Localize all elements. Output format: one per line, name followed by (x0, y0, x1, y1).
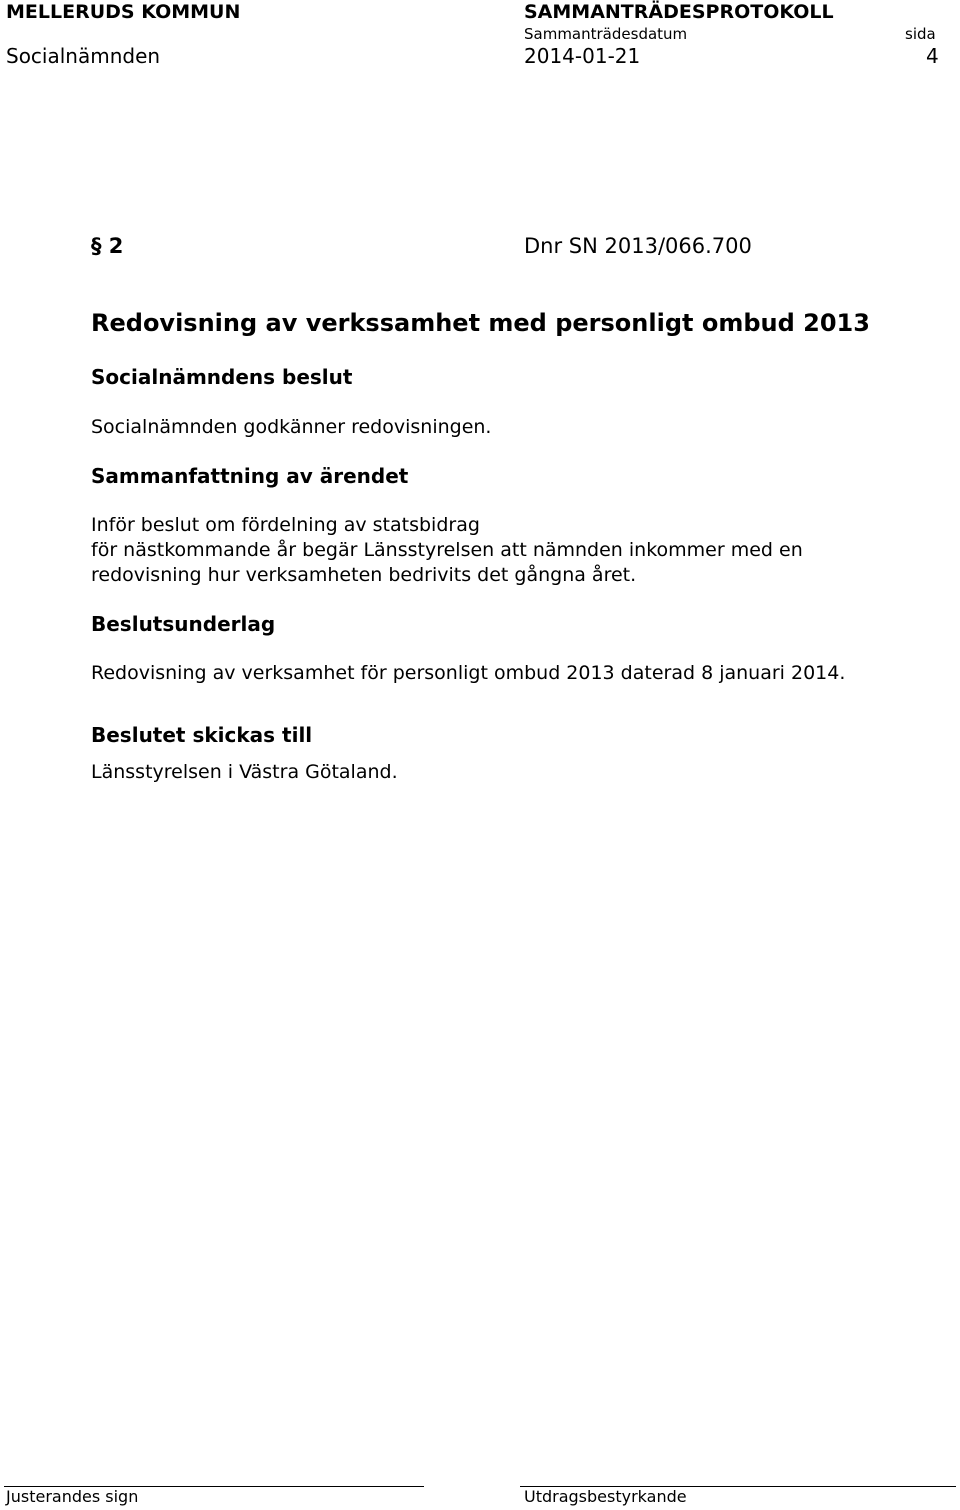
summary-heading: Sammanfattning av ärendet (91, 464, 409, 488)
paragraph-number: § 2 (91, 234, 124, 258)
committee-name: Socialnämnden (6, 44, 161, 68)
meeting-date: 2014-01-21 (524, 44, 641, 68)
decision-text: Socialnämnden godkänner redovisningen. (91, 416, 492, 438)
sendto-text: Länsstyrelsen i Västra Götaland. (91, 761, 398, 783)
footer-sign-label: Justerandes sign (6, 1487, 139, 1506)
page-title: Redovisning av verkssamhet med personligt ombud 2013 (91, 309, 870, 337)
document-type: SAMMANTRÄDESPROTOKOLL (524, 1, 834, 23)
summary-line: för nästkommande år begär Länsstyrelsen att nämnden inkommer med en (91, 539, 803, 561)
basis-heading: Beslutsunderlag (91, 612, 276, 636)
meeting-date-label: Sammanträdesdatum (524, 25, 688, 43)
organization-name: MELLERUDS KOMMUN (6, 1, 241, 23)
diary-number: Dnr SN 2013/066.700 (524, 234, 752, 258)
basis-text: Redovisning av verksamhet för personligt ombud 2013 daterad 8 januari 2014. (91, 662, 846, 684)
page-label: sida (905, 25, 936, 43)
decision-heading: Socialnämndens beslut (91, 365, 353, 389)
page-number: 4 (926, 44, 939, 68)
summary-line: Inför beslut om fördelning av statsbidrag (91, 514, 480, 536)
sendto-heading: Beslutet skickas till (91, 723, 313, 747)
summary-text (91, 513, 931, 588)
footer-certify-label: Utdragsbestyrkande (524, 1487, 687, 1506)
summary-line: redovisning hur verksamheten bedrivits det gångna året. (91, 564, 637, 586)
